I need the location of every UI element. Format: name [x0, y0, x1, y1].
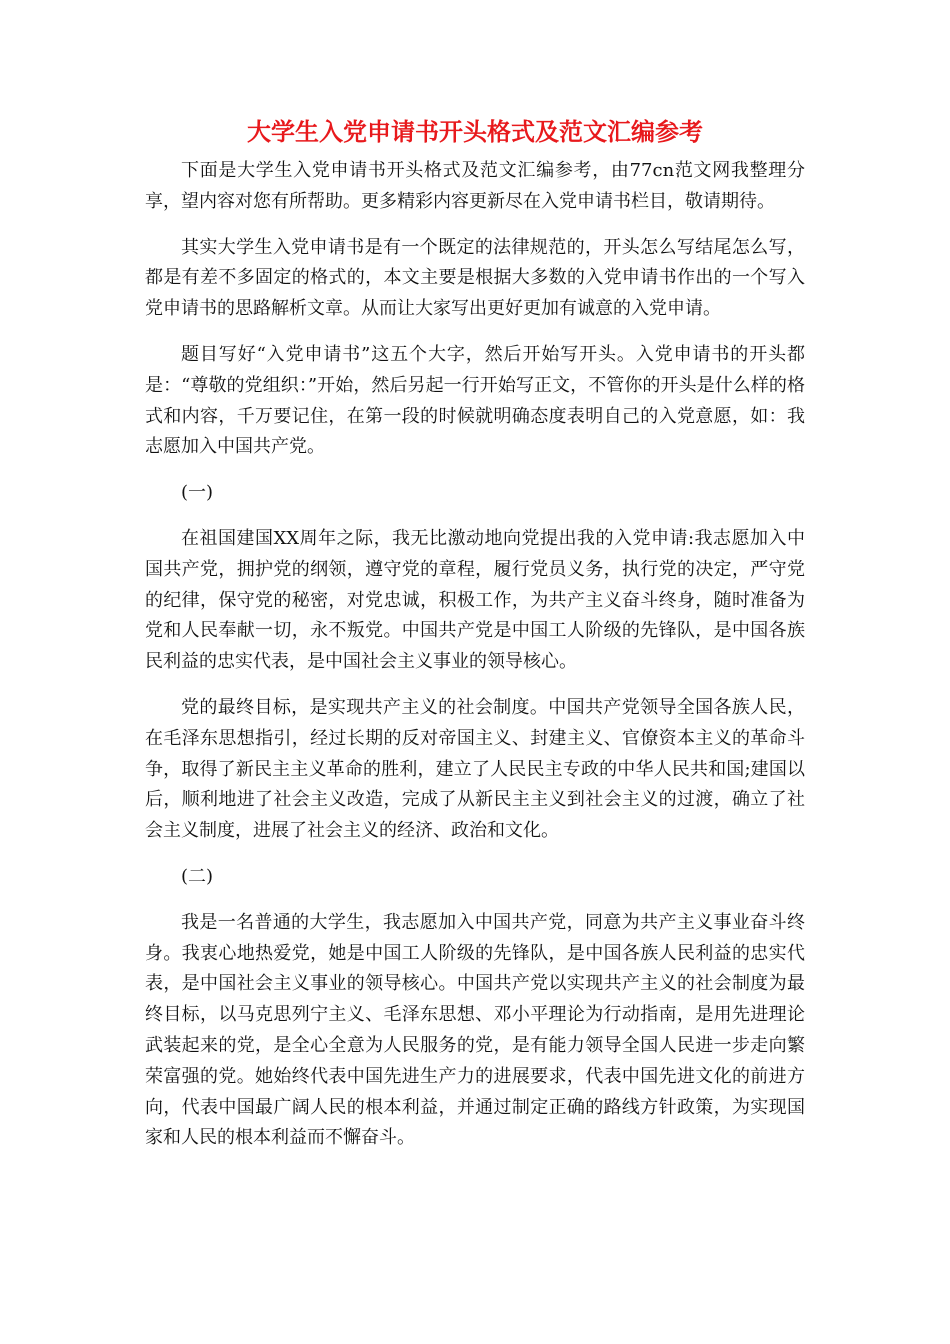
document-title: 大学生入党申请书开头格式及范文汇编参考 — [247, 118, 703, 146]
paragraph-intro: 下面是大学生入党申请书开头格式及范文汇编参考，由77cn范文网我整理分享，望内容对您有所帮助。更多精彩内容更新尽在入党申请书栏目，敬请期待。 — [145, 160, 805, 212]
paragraph-format: 题目写好“入党申请书”这五个大字，然后开始写开头。入党申请书的开头都是：“尊敬的党组织：”开始，然后另起一行开始写正文，不管你的开头是什么样的格式和内容，千万要记住，在第一段的时候就明确态度表明自己的入党意愿，如：我志愿加入中国共产党。 — [145, 343, 805, 458]
document-body — [145, 112, 805, 1154]
section-heading-one: (一) — [181, 482, 214, 504]
paragraph-norms: 其实大学生入党申请书是有一个既定的法律规范的，开头怎么写结尾怎么写，都是有差不多固定的格式的，本文主要是根据大多数的入党申请书作出的一个写入党申请书的思路解析文章。从而让大家写出更好更加有诚意的入党申请。 — [145, 236, 805, 320]
section-heading-two: (二) — [181, 865, 214, 887]
paragraph-party-goal: 党的最终目标，是实现共产主义的社会制度。中国共产党领导全国各族人民，在毛泽东思想指引，经过长期的反对帝国主义、封建主义、官僚资本主义的革命斗争，取得了新民主主义革命的胜利，建立了人民民主专政的中华人民共和国;建国以后，顺利地进了社会主义改造，完成了从新民主主义到社会主义的过渡，确立了社会主义制度，进展了社会主义的经济、政治和文化。 — [145, 696, 805, 842]
paragraph-sample-one: 在祖国建国XX周年之际，我无比激动地向党提出我的入党申请:我志愿加入中国共产党，拥护党的纲领，遵守党的章程，履行党员义务，执行党的决定，严守党的纪律，保守党的秘密，对党忠诚，积极工作，为共产主义奋斗终身，随时准备为党和人民奉献一切，永不叛党。中国共产党是中国工人阶级的先锋队，是中国各族民利益的忠实代表，是中国社会主义事业的领导核心。 — [145, 527, 805, 673]
paragraph-sample-two: 我是一名普通的大学生，我志愿加入中国共产党，同意为共产主义事业奋斗终身。我衷心地热爱党，她是中国工人阶级的先锋队，是中国各族人民利益的忠实代表，是中国社会主义事业的领导核心。中国共产党以实现共产主义的社会制度为最终目标，以马克思列宁主义、毛泽东思想、邓小平理论为行动指南，是用先进理论武装起来的党，是全心全意为人民服务的党，是有能力领导全国人民进一步走向繁荣富强的党。她始终代表中国先进生产力的进展要求，代表中国先进文化的前进方向，代表中国最广阔人民的根本利益，并通过制定正确的路线方针政策，为实现国家和人民的根本利益而不懈奋斗。 — [145, 911, 805, 1149]
